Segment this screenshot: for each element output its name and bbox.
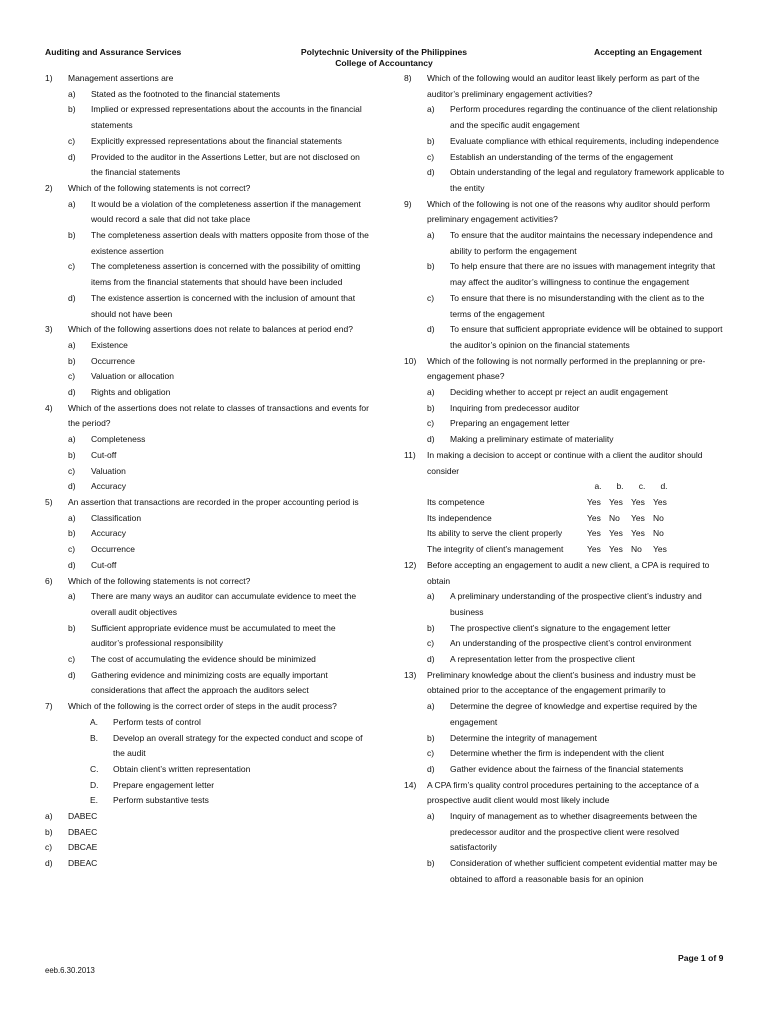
answer-option bbox=[404, 134, 726, 150]
answer-option bbox=[45, 385, 370, 401]
option-label: b) bbox=[68, 104, 76, 115]
option-text: Stated as the footnoted to the financial statements bbox=[91, 88, 281, 99]
option-text: Perform procedures regarding the continuance of the client relationship and the specific audit engagement bbox=[450, 104, 718, 131]
option-text: To help ensure that there are no issues with management integrity that may affect the auditor’s willingness to continue the engagement bbox=[450, 261, 716, 288]
process-step bbox=[45, 778, 370, 794]
step-text: Prepare engagement letter bbox=[113, 779, 215, 790]
option-text: Obtain understanding of the legal and regulatory framework applicable to the entity bbox=[450, 167, 725, 193]
option-label: c) bbox=[427, 418, 435, 429]
grid-column-header: c. bbox=[638, 481, 646, 492]
grid-row bbox=[427, 511, 675, 527]
option-label: a) bbox=[427, 104, 435, 115]
step-label: A. bbox=[90, 716, 99, 727]
question bbox=[404, 197, 726, 228]
step-text: Perform substantive tests bbox=[113, 795, 209, 806]
answer-option bbox=[404, 589, 726, 620]
option-text: Consideration of whether sufficient competent evidential matter may be obtained to afford a reasonable basis for an opinion bbox=[450, 858, 718, 884]
option-label: b) bbox=[427, 858, 435, 869]
answer-option bbox=[404, 699, 726, 730]
answer-option bbox=[45, 197, 370, 228]
option-text: Inquiry of management as to whether disagreements between the predecessor auditor and the prospective client were resolved satisfactorily bbox=[450, 811, 698, 853]
answer-option bbox=[45, 259, 370, 290]
answer-option bbox=[404, 621, 726, 637]
grid-row-label: Its ability to serve the client properly bbox=[427, 528, 563, 539]
option-label: d) bbox=[427, 763, 435, 774]
question-number: 6) bbox=[45, 575, 53, 586]
answer-option bbox=[404, 636, 726, 652]
option-text: DBCAE bbox=[68, 842, 98, 853]
grid-cell: Yes bbox=[587, 496, 601, 507]
answer-option bbox=[45, 369, 370, 385]
option-label: d) bbox=[68, 292, 76, 303]
right-question-list-b bbox=[404, 558, 726, 888]
answer-option bbox=[45, 338, 370, 354]
option-text: Determine the degree of knowledge and expertise required by the engagement bbox=[450, 701, 698, 727]
option-label: c) bbox=[45, 842, 53, 853]
answer-option bbox=[45, 840, 370, 856]
option-label: a) bbox=[427, 701, 435, 712]
option-label: b) bbox=[427, 261, 435, 272]
option-label: a) bbox=[45, 811, 53, 822]
grid-cell: No bbox=[609, 512, 620, 523]
option-label: d) bbox=[68, 387, 76, 398]
question bbox=[45, 699, 370, 715]
answer-option bbox=[45, 621, 370, 652]
answer-option bbox=[45, 825, 370, 841]
answer-option bbox=[45, 432, 370, 448]
question-number: 5) bbox=[45, 496, 53, 507]
answer-option bbox=[404, 259, 726, 290]
question-number: 3) bbox=[45, 324, 53, 335]
option-label: d) bbox=[68, 481, 76, 492]
grid-row bbox=[427, 542, 675, 558]
question-text: Which of the following assertions does not relate to balances at period end? bbox=[68, 324, 353, 335]
option-text: Gather evidence about the fairness of the financial statements bbox=[450, 763, 684, 774]
answer-option bbox=[404, 228, 726, 259]
option-label: c) bbox=[68, 544, 76, 555]
option-label: d) bbox=[427, 167, 435, 178]
option-label: b) bbox=[45, 826, 53, 837]
question-block bbox=[404, 354, 726, 448]
option-text: Rights and obligation bbox=[91, 387, 171, 398]
option-label: a) bbox=[68, 198, 76, 209]
answer-option bbox=[45, 291, 370, 322]
option-text: DBAEC bbox=[68, 826, 98, 837]
option-label: c) bbox=[427, 748, 435, 759]
question-block bbox=[45, 699, 370, 872]
right-question-list-a bbox=[404, 71, 726, 448]
answer-option bbox=[404, 652, 726, 668]
answer-option bbox=[45, 464, 370, 480]
option-list bbox=[45, 809, 370, 872]
footer-revision-code: eeb.6.30.2013 bbox=[45, 966, 95, 975]
question-text: In making a decision to accept or continue with a client the auditor should consider bbox=[427, 449, 703, 476]
option-text: Classification bbox=[91, 512, 142, 523]
answer-option bbox=[45, 228, 370, 259]
grid-cell: Yes bbox=[587, 544, 601, 555]
grid-column-header: a. bbox=[594, 481, 602, 492]
question bbox=[404, 668, 726, 699]
question-number: 7) bbox=[45, 701, 53, 712]
answer-option bbox=[45, 87, 370, 103]
question-text: Which of the following is not normally performed in the preplanning or pre-engagement phase? bbox=[427, 355, 706, 382]
grid-row bbox=[427, 526, 675, 542]
question-number: 1) bbox=[45, 73, 53, 83]
answer-option bbox=[404, 762, 726, 778]
option-label: d) bbox=[68, 151, 76, 162]
question-text: Before accepting an engagement to audit a new client, a CPA is required to obtain bbox=[427, 559, 710, 586]
option-label: a) bbox=[427, 387, 435, 398]
question-block bbox=[45, 71, 370, 181]
option-text: The completeness assertion deals with matters opposite from those of the existence assertion bbox=[91, 230, 369, 256]
option-text: An understanding of the prospective client’s control environment bbox=[450, 638, 692, 649]
step-list bbox=[45, 715, 370, 809]
option-text: Provided to the auditor in the Assertions Letter, but are not disclosed on the financial statements bbox=[91, 151, 360, 178]
process-step bbox=[45, 793, 370, 809]
answer-option bbox=[404, 856, 726, 887]
option-text: Completeness bbox=[91, 434, 146, 445]
question-number: 12) bbox=[404, 559, 417, 570]
process-step bbox=[45, 762, 370, 778]
option-text: Determine the integrity of management bbox=[450, 732, 597, 743]
option-text: To ensure that there is no misunderstanding with the client as to the terms of the engagement bbox=[450, 292, 705, 319]
grid-cell: Yes bbox=[609, 528, 623, 539]
answer-option bbox=[404, 291, 726, 322]
grid-row-label: The integrity of client’s management bbox=[427, 544, 564, 555]
step-text: Obtain client’s written representation bbox=[113, 763, 251, 774]
grid-cell: No bbox=[631, 544, 642, 555]
question bbox=[45, 322, 370, 338]
option-label: b) bbox=[427, 402, 435, 413]
answer-option bbox=[45, 809, 370, 825]
answer-option bbox=[404, 809, 726, 856]
answer-option bbox=[404, 416, 726, 432]
option-label: c) bbox=[68, 465, 76, 476]
option-text: Explicitly expressed representations about the financial statements bbox=[91, 135, 342, 146]
option-label: a) bbox=[68, 434, 76, 445]
option-text: Establish an understanding of the terms of the engagement bbox=[450, 151, 674, 162]
option-text: To ensure that sufficient appropriate evidence will be obtained to support the auditor’s opinion on the financial statements bbox=[450, 324, 723, 350]
option-text: The cost of accumulating the evidence should be minimized bbox=[91, 654, 316, 665]
option-label: a) bbox=[68, 512, 76, 523]
grid-corner bbox=[427, 479, 587, 495]
question-number: 9) bbox=[404, 198, 412, 209]
question-text: Which of the following would an auditor least likely perform as part of the auditor’s preliminary engagement activities? bbox=[427, 73, 700, 99]
grid-header-row bbox=[427, 479, 675, 495]
option-text: Gathering evidence and minimizing costs are equally important considerations that affect the approach the auditors select bbox=[91, 669, 328, 696]
option-text: A representation letter from the prospective client bbox=[450, 654, 635, 665]
grid-row-label: Its competence bbox=[427, 496, 485, 507]
option-label: d) bbox=[68, 559, 76, 570]
grid-column-header: b. bbox=[616, 481, 624, 492]
header-institution bbox=[225, 47, 543, 69]
question-number: 8) bbox=[404, 73, 412, 83]
question-text: Preliminary knowledge about the client’s business and industry must be obtained prior to the acceptance of the engagement primarily to bbox=[427, 669, 696, 696]
question-block bbox=[404, 558, 726, 668]
question-block bbox=[45, 322, 370, 401]
option-text: Preparing an engagement letter bbox=[450, 418, 570, 429]
option-label: a) bbox=[427, 230, 435, 241]
option-label: b) bbox=[427, 135, 435, 146]
option-label: d) bbox=[68, 669, 76, 680]
question-block bbox=[404, 778, 726, 888]
option-label: b) bbox=[68, 230, 76, 241]
answer-option bbox=[404, 165, 726, 196]
question bbox=[45, 574, 370, 590]
question bbox=[45, 181, 370, 197]
step-label: E. bbox=[90, 795, 99, 806]
option-label: a) bbox=[68, 591, 76, 602]
question bbox=[45, 495, 370, 511]
option-text: There are many ways an auditor can accumulate evidence to meet the overall audit objectives bbox=[91, 591, 357, 617]
question-number: 13) bbox=[404, 669, 417, 680]
question-block bbox=[404, 668, 726, 778]
option-label: c) bbox=[68, 654, 76, 665]
question-text: Which of the following is the correct order of steps in the audit process? bbox=[68, 701, 337, 712]
option-text: The completeness assertion is concerned with the possibility of omitting items from the financial statements that should have been included bbox=[91, 261, 361, 288]
answer-option bbox=[45, 511, 370, 527]
question-text: Which of the following statements is not correct? bbox=[68, 182, 251, 193]
option-text: Determine whether the firm is independent with the client bbox=[450, 748, 665, 759]
option-label: a) bbox=[427, 811, 435, 822]
question-text: Which of the following is not one of the reasons why auditor should perform preliminary engagement activities? bbox=[427, 198, 711, 225]
answer-option bbox=[45, 150, 370, 181]
grid-cell: Yes bbox=[631, 512, 645, 523]
option-text: Accuracy bbox=[91, 481, 126, 492]
option-text: Cut-off bbox=[91, 559, 117, 570]
question-text: Which of the following statements is not correct? bbox=[68, 575, 251, 586]
grid-cell: Yes bbox=[653, 496, 667, 507]
answer-grid bbox=[427, 479, 675, 558]
grid-cell: Yes bbox=[631, 496, 645, 507]
grid-cell: Yes bbox=[631, 528, 645, 539]
question-block bbox=[404, 197, 726, 354]
option-text: Occurrence bbox=[91, 544, 135, 555]
option-label: c) bbox=[427, 638, 435, 649]
option-text: It would be a violation of the completeness assertion if the management would record a sale that did not take place bbox=[91, 198, 361, 225]
option-text: The existence assertion is concerned with the inclusion of amount that should not have been bbox=[91, 292, 356, 319]
question-number: 10) bbox=[404, 355, 417, 366]
question bbox=[404, 448, 726, 479]
question bbox=[404, 71, 726, 102]
grid-row-label: Its independence bbox=[427, 512, 492, 523]
left-question-list bbox=[45, 71, 370, 699]
option-label: c) bbox=[427, 292, 435, 303]
question-block bbox=[45, 401, 370, 495]
option-text: Making a preliminary estimate of materiality bbox=[450, 434, 614, 445]
step-label: D. bbox=[90, 779, 99, 790]
grid-cell: Yes bbox=[609, 544, 623, 555]
answer-option bbox=[404, 102, 726, 133]
question bbox=[45, 71, 370, 87]
option-label: c) bbox=[427, 151, 435, 162]
option-label: d) bbox=[45, 858, 53, 869]
option-text: Cut-off bbox=[91, 449, 117, 460]
grid-column-header: d. bbox=[660, 481, 668, 492]
question bbox=[45, 401, 370, 432]
question-text: Which of the assertions does not relate to classes of transactions and events for the period? bbox=[68, 402, 369, 429]
left-column bbox=[45, 71, 370, 872]
option-label: c) bbox=[68, 371, 76, 382]
question-block bbox=[45, 181, 370, 322]
answer-option bbox=[404, 401, 726, 417]
header-course-title: Auditing and Assurance Services bbox=[45, 47, 182, 57]
option-label: d) bbox=[427, 434, 435, 445]
right-column bbox=[404, 71, 726, 888]
answer-option bbox=[45, 542, 370, 558]
option-text: Valuation or allocation bbox=[91, 371, 175, 382]
question-block bbox=[404, 448, 726, 558]
option-label: b) bbox=[427, 622, 435, 633]
question bbox=[404, 354, 726, 385]
step-text: Develop an overall strategy for the expected conduct and scope of the audit bbox=[113, 732, 363, 759]
grid-cell: Yes bbox=[653, 544, 667, 555]
option-text: DABEC bbox=[68, 811, 98, 822]
answer-option bbox=[404, 731, 726, 747]
step-label: C. bbox=[90, 763, 99, 774]
grid-cell: Yes bbox=[609, 496, 623, 507]
question-number: 14) bbox=[404, 779, 417, 790]
question-number: 2) bbox=[45, 182, 53, 193]
answer-option bbox=[404, 322, 726, 353]
option-text: Occurrence bbox=[91, 355, 135, 366]
option-text: DBEAC bbox=[68, 858, 98, 869]
option-label: a) bbox=[68, 88, 76, 99]
question bbox=[404, 778, 726, 809]
option-text: Valuation bbox=[91, 465, 126, 476]
option-text: Existence bbox=[91, 339, 128, 350]
answer-option bbox=[45, 354, 370, 370]
question-block bbox=[45, 574, 370, 700]
option-label: d) bbox=[427, 324, 435, 335]
option-text: Inquiring from predecessor auditor bbox=[450, 402, 580, 413]
question-text: Management assertions are bbox=[68, 73, 174, 83]
question-text: A CPA firm’s quality control procedures pertaining to the acceptance of a prospective audit client would most likely include bbox=[427, 779, 699, 806]
option-label: d) bbox=[427, 654, 435, 665]
header-topic: Accepting an Engagement bbox=[594, 47, 702, 57]
answer-option bbox=[404, 385, 726, 401]
answer-option bbox=[45, 589, 370, 620]
grid-cell: Yes bbox=[587, 512, 601, 523]
option-text: Sufficient appropriate evidence must be accumulated to meet the auditor’s professional responsibility bbox=[91, 622, 336, 649]
answer-option bbox=[45, 558, 370, 574]
answer-option bbox=[45, 526, 370, 542]
option-text: Implied or expressed representations about the accounts in the financial statements bbox=[91, 104, 362, 131]
answer-option bbox=[45, 652, 370, 668]
answer-option bbox=[45, 134, 370, 150]
grid-cell: No bbox=[653, 512, 664, 523]
answer-option bbox=[404, 150, 726, 166]
option-text: Evaluate compliance with ethical requirements, including independence bbox=[450, 135, 719, 146]
option-label: b) bbox=[68, 622, 76, 633]
answer-option bbox=[404, 746, 726, 762]
answer-option bbox=[45, 448, 370, 464]
question-number: 11) bbox=[404, 449, 416, 460]
option-text: A preliminary understanding of the prospective client’s industry and business bbox=[450, 591, 702, 617]
question-number: 4) bbox=[45, 402, 53, 413]
page-number: Page 1 of 9 bbox=[678, 953, 724, 963]
header-college: College of Accountancy bbox=[335, 58, 433, 68]
option-text: To ensure that the auditor maintains the necessary independence and ability to perform the engagement bbox=[450, 230, 713, 256]
header-university: Polytechnic University of the Philippines bbox=[300, 47, 468, 57]
option-text: Accuracy bbox=[91, 528, 126, 539]
option-label: c) bbox=[68, 261, 76, 272]
step-label: B. bbox=[90, 732, 99, 743]
step-text: Perform tests of control bbox=[113, 716, 201, 727]
option-label: a) bbox=[68, 339, 76, 350]
answer-option bbox=[45, 479, 370, 495]
grid-cell: No bbox=[653, 528, 664, 539]
answer-option bbox=[45, 668, 370, 699]
grid-cell: Yes bbox=[587, 528, 601, 539]
answer-option bbox=[404, 432, 726, 448]
option-label: b) bbox=[427, 732, 435, 743]
process-step bbox=[45, 715, 370, 731]
option-text: Deciding whether to accept pr reject an audit engagement bbox=[450, 387, 668, 398]
question-block bbox=[404, 71, 726, 197]
question-block bbox=[45, 495, 370, 574]
grid-row bbox=[427, 495, 675, 511]
option-label: b) bbox=[68, 449, 76, 460]
question-text: An assertion that transactions are recorded in the proper accounting period is bbox=[68, 496, 359, 507]
process-step bbox=[45, 731, 370, 762]
option-text: The prospective client’s signature to the engagement letter bbox=[450, 622, 671, 633]
option-label: b) bbox=[68, 355, 76, 366]
answer-option bbox=[45, 102, 370, 133]
option-label: a) bbox=[427, 591, 435, 602]
answer-option bbox=[45, 856, 370, 872]
option-label: b) bbox=[68, 528, 76, 539]
question bbox=[404, 558, 726, 589]
option-label: c) bbox=[68, 135, 76, 146]
